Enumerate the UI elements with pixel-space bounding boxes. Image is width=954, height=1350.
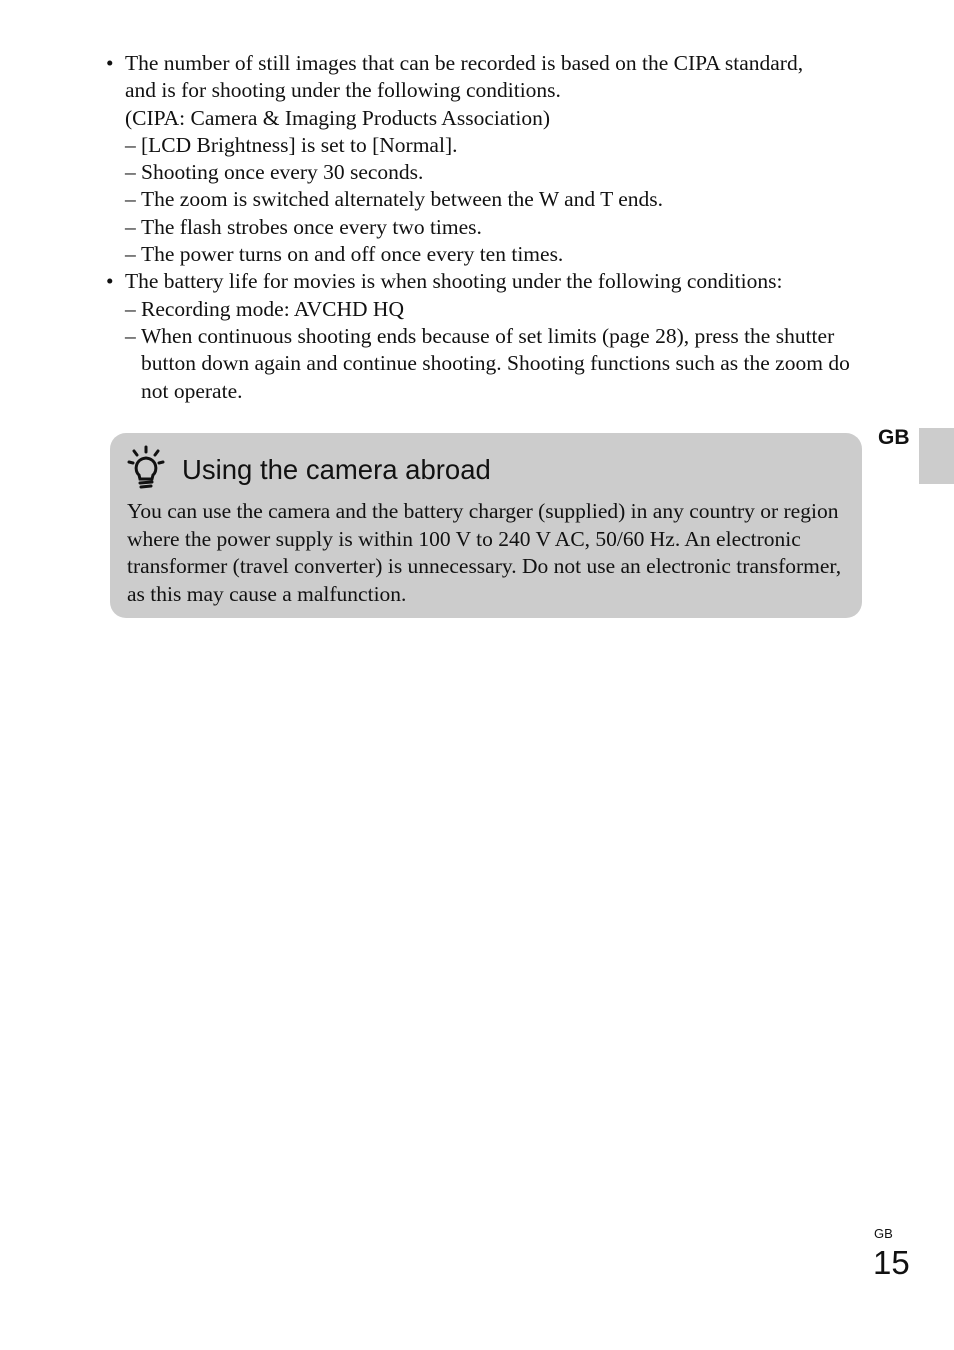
- tip-box: [110, 433, 862, 618]
- language-tab-label: GB: [878, 426, 910, 449]
- sub-item: – When continuous shooting ends because of set limits (page 28), press the shutter button down again and continue shooting. Shooting functions such as the zoom do not operate.: [125, 323, 850, 403]
- page-number: 15: [873, 1244, 910, 1281]
- language-tab: [919, 428, 954, 484]
- lightbulb-icon: [126, 445, 166, 491]
- bullet-item: [106, 50, 866, 268]
- sub-item-text: The zoom is switched alternately between the W and T ends.: [141, 187, 664, 212]
- page-language: GB: [874, 1226, 893, 1241]
- sub-item: – The flash strobes once every two times.: [125, 214, 482, 239]
- sub-item: – Recording mode: AVCHD HQ: [125, 296, 404, 321]
- sub-item-text: When continuous shooting ends because of set limits (page 28), press the shutter button down again and continue shooting. Shooting functions such as the zoom do not operate.: [141, 323, 850, 403]
- sub-item: – The zoom is switched alternately between the W and T ends.: [125, 187, 664, 212]
- sub-item: – [LCD Brightness] is set to [Normal].: [125, 132, 458, 157]
- tip-title: Using the camera abroad: [182, 454, 491, 485]
- sub-item: – The power turns on and off once every ten times.: [125, 242, 564, 267]
- sub-item-text: [LCD Brightness] is set to [Normal].: [141, 132, 458, 157]
- sub-item-text: Shooting once every 30 seconds.: [141, 160, 424, 185]
- main-content: [106, 50, 866, 405]
- sub-item-text: Recording mode: AVCHD HQ: [141, 296, 404, 321]
- bullet-line: (CIPA: Camera & Imaging Products Association): [125, 105, 550, 130]
- sub-item: – Shooting once every 30 seconds.: [125, 160, 424, 185]
- bullet-item: [106, 268, 866, 404]
- bullet-line: and is for shooting under the following conditions.: [125, 78, 561, 103]
- bullet-line: The battery life for movies is when shooting under the following conditions:: [125, 269, 783, 294]
- sub-item-text: The power turns on and off once every ten times.: [141, 242, 564, 267]
- tip-body: You can use the camera and the battery charger (supplied) in any country or region where the power supply is within 100 V to 240 V AC, 50/60 Hz. An electronic transformer (travel converter) is unnecessary. Do not use an electronic transformer, as this may cause a malfunction.: [127, 499, 842, 606]
- bullet-line: The number of still images that can be recorded is based on the CIPA standard,: [125, 51, 804, 75]
- sub-item-text: The flash strobes once every two times.: [141, 214, 482, 239]
- bullet-marker: •: [106, 51, 114, 75]
- bullet-marker: •: [106, 269, 114, 294]
